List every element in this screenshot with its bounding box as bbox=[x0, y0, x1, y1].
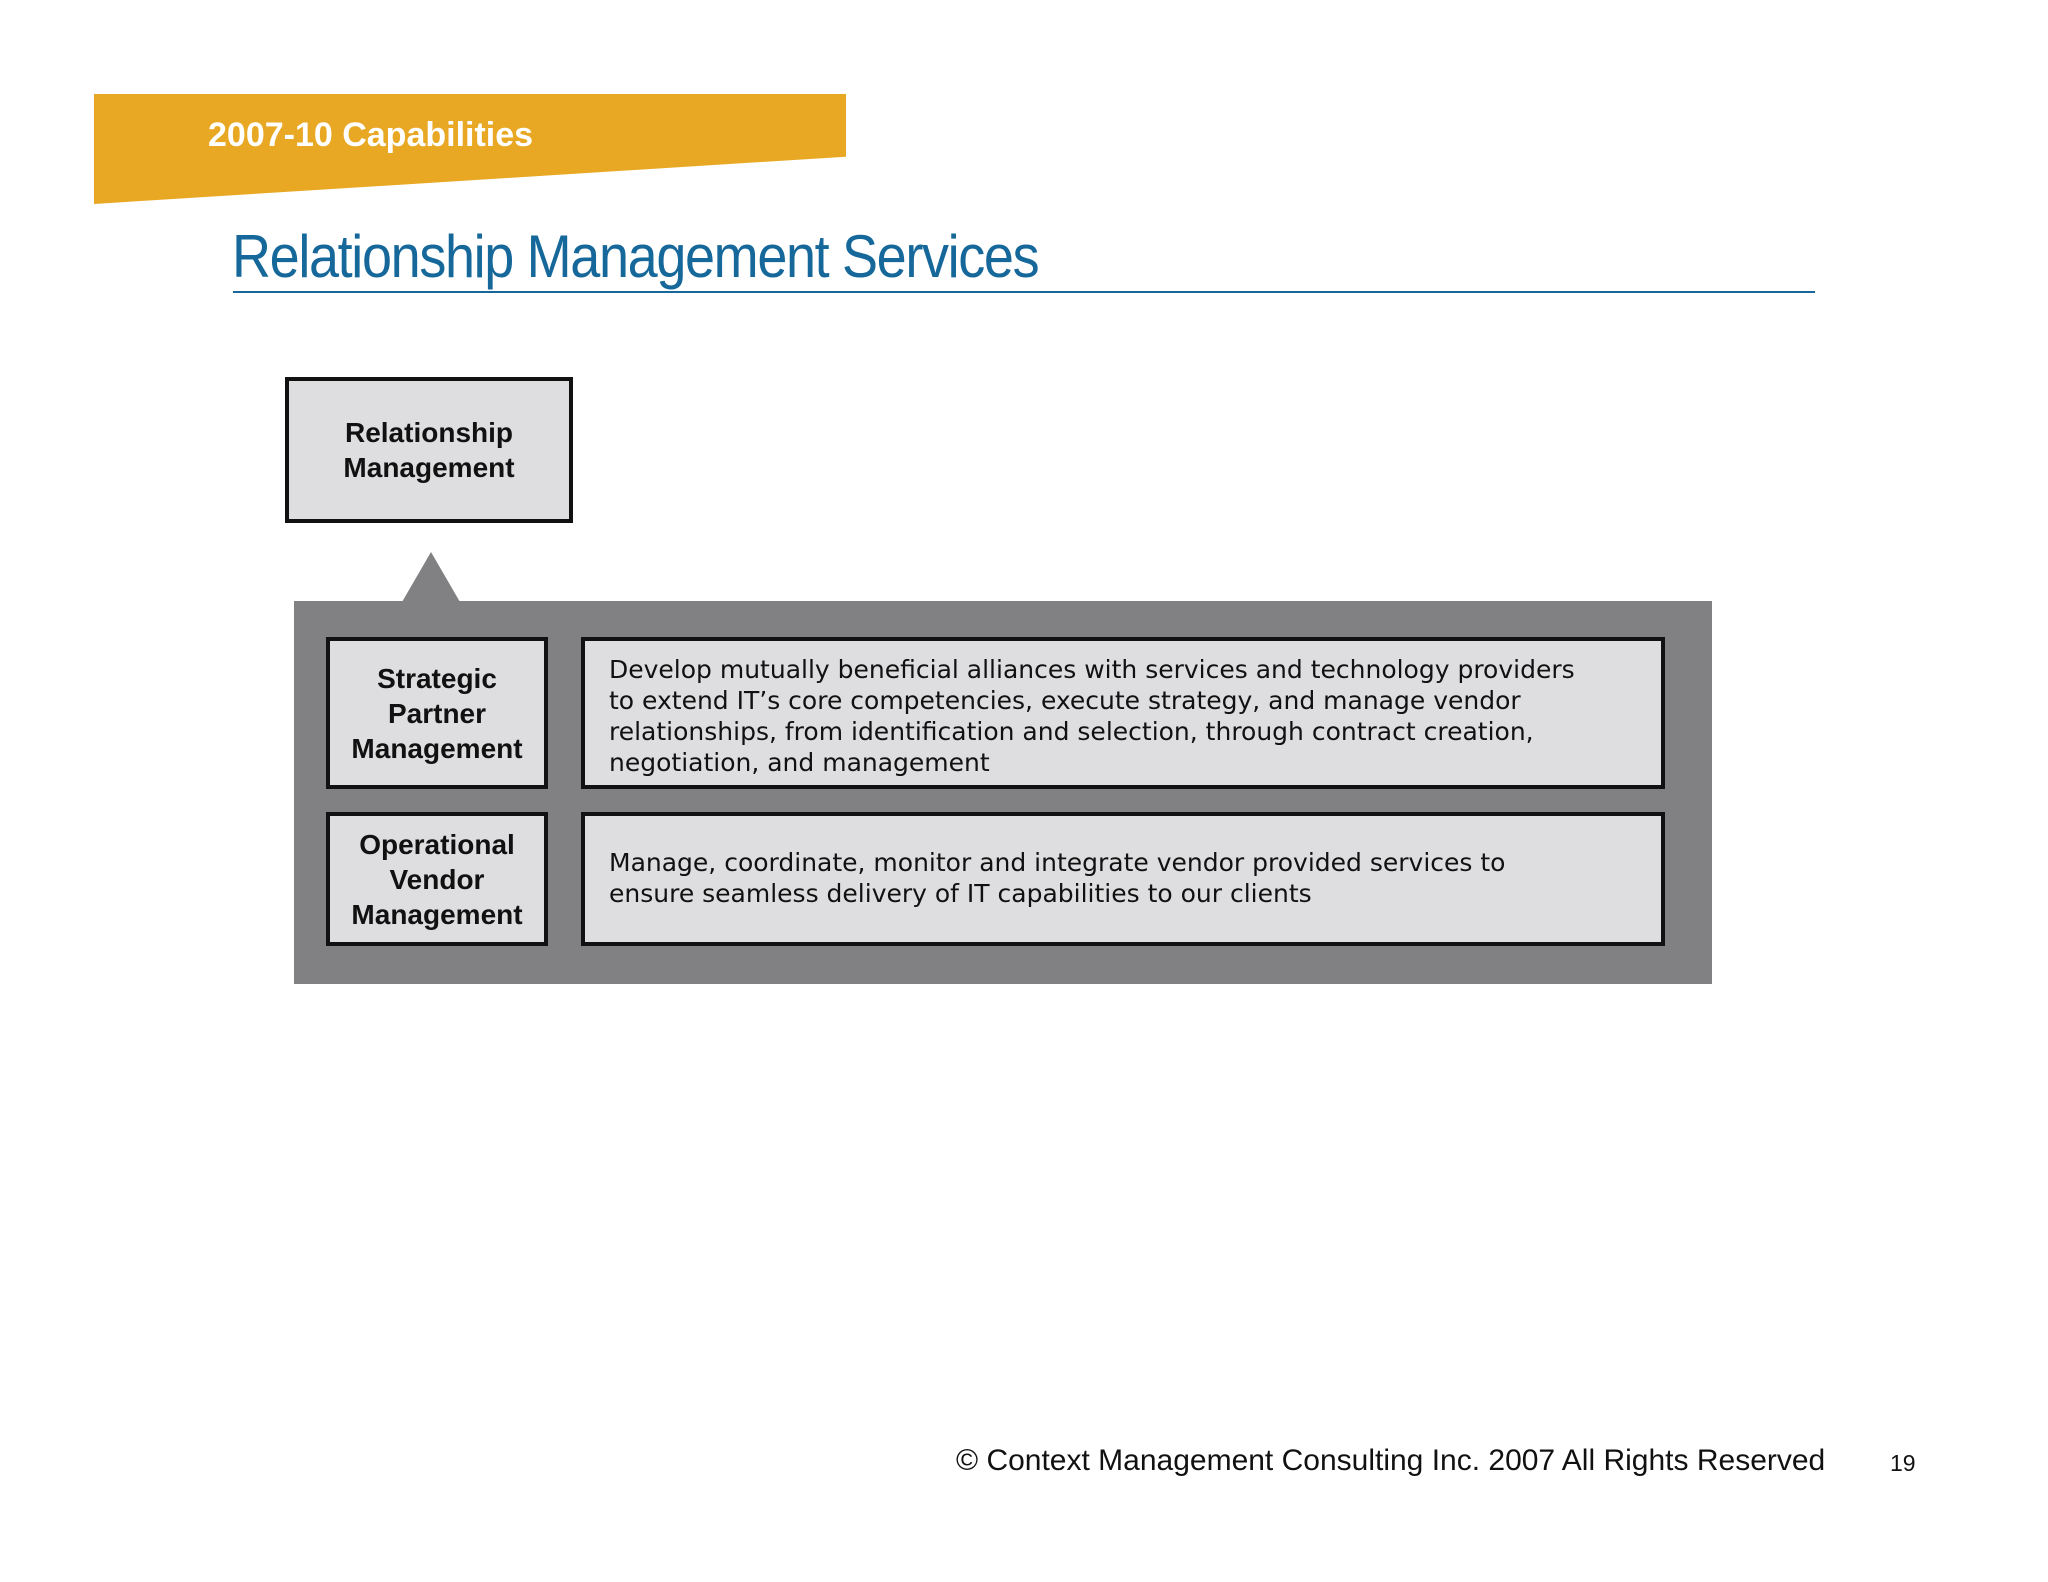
operational-vendor-management-box bbox=[326, 812, 548, 946]
row2-label-line-1: Operational bbox=[359, 828, 515, 860]
strategic-partner-management-box bbox=[326, 637, 548, 789]
connector-arrow bbox=[402, 552, 460, 602]
root-label-line-1: Relationship bbox=[344, 417, 513, 448]
operational-vendor-management-label bbox=[351, 827, 522, 932]
strategic-partner-description-box bbox=[581, 637, 1665, 789]
row2-label-line-3: Management bbox=[351, 898, 523, 930]
row1-desc-line-4: negotiation, and management bbox=[609, 748, 990, 777]
strategic-partner-management-label bbox=[351, 661, 522, 766]
relationship-management-label bbox=[343, 415, 514, 485]
strategic-partner-description bbox=[609, 654, 1575, 778]
row2-label-line-2: Vendor bbox=[389, 863, 485, 895]
operational-vendor-description-box bbox=[581, 812, 1665, 946]
page-number: 19 bbox=[1890, 1450, 1916, 1476]
page-title: Relationship Management Services bbox=[232, 223, 1039, 290]
row1-desc-line-2: to extend IT’s core competencies, execute strategy, and manage vendor bbox=[609, 686, 1521, 715]
root-label-line-2: Management bbox=[343, 452, 515, 483]
row1-label-line-3: Management bbox=[351, 732, 523, 764]
relationship-management-box bbox=[285, 377, 573, 523]
title-underline bbox=[233, 291, 1815, 293]
row2-desc-line-1: Manage, coordinate, monitor and integrate vendor provided services to bbox=[609, 848, 1506, 877]
operational-vendor-description bbox=[609, 847, 1505, 909]
row2-desc-line-2: ensure seamless delivery of IT capabilities to our clients bbox=[609, 879, 1312, 908]
row1-desc-line-3: relationships, from identification and selection, through contract creation, bbox=[609, 717, 1534, 746]
row1-label-line-2: Partner bbox=[387, 697, 487, 729]
section-banner-label: 2007-10 Capabilities bbox=[208, 116, 534, 154]
row1-desc-line-1: Develop mutually beneficial alliances with services and technology providers bbox=[609, 655, 1575, 684]
copyright-footer: © Context Management Consulting Inc. 2007 All Rights Reserved bbox=[956, 1444, 1826, 1477]
row1-label-line-1: Strategic bbox=[377, 662, 497, 694]
